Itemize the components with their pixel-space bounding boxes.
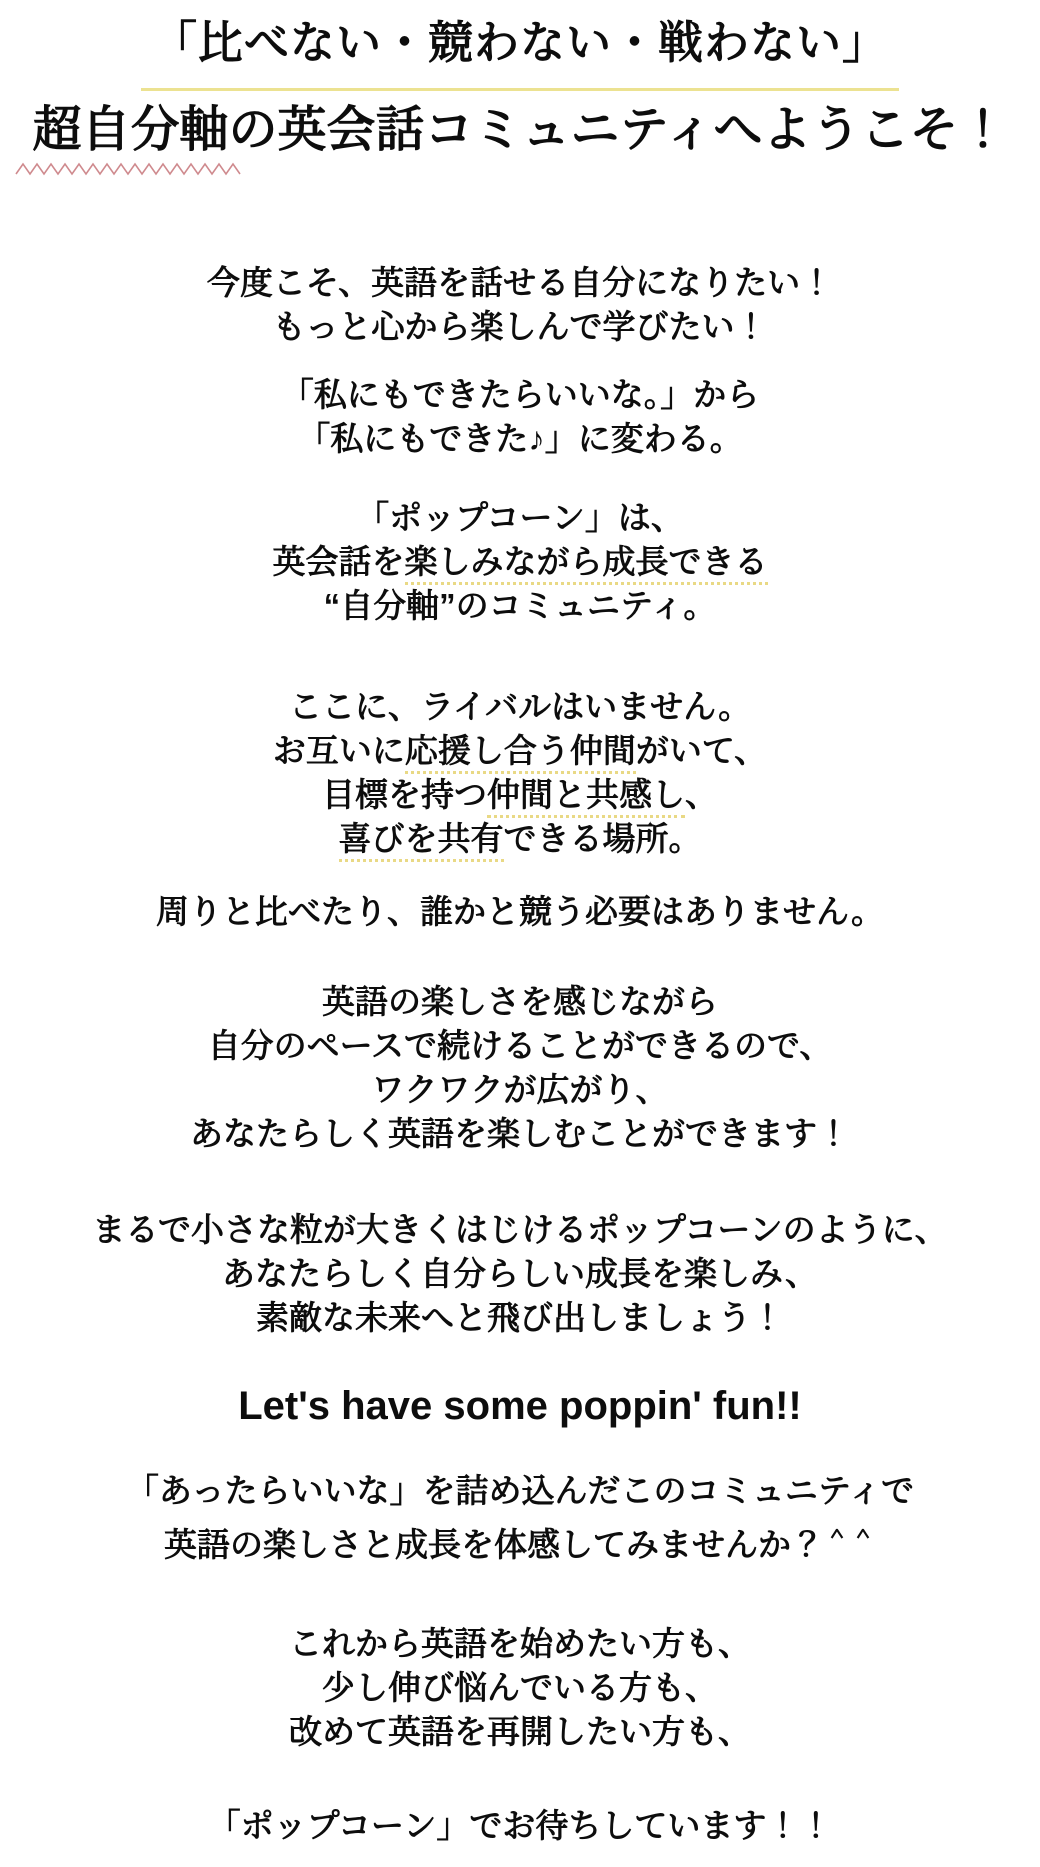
text-line [0,305,1040,349]
text-line [0,1296,1040,1340]
closing-line [0,1804,1040,1848]
text: 英語の楽しさと成長を体感してみませんか？ [163,1526,824,1563]
text-line [0,817,1040,861]
text: まるで小さな粒が大きくはじけるポップコーンのように、 [92,1211,948,1248]
text: “自分軸”のコミュニティ。 [323,587,717,624]
text: 素敵な未来へと飛び出しましょう！ [256,1299,784,1336]
text: あなたらしく自分らしい成長を楽しみ、 [222,1255,818,1292]
text-line [0,1112,1040,1156]
text-line [0,540,1040,584]
page-subtitle: 超自分軸の英会話コミュニティへようこそ！ [32,103,1008,157]
highlighted-text: 仲間と共感し [487,776,685,818]
text-line [0,1252,1040,1296]
text: ワクワクが広がり、 [371,1071,669,1108]
text: お互いに [272,732,405,769]
paragraph [0,980,1040,1156]
text-line [0,373,1040,417]
text-line [0,685,1040,729]
text: ここに、ライバルはいません。 [288,688,752,725]
text: これから英語を始めたい方も、 [289,1625,751,1662]
highlighted-text: 応援し合う仲間 [405,732,636,774]
text-line [0,1666,1040,1710]
body-text [0,261,1040,1848]
header [0,0,1040,177]
text: 「ポップコーン」は、 [356,499,684,536]
text-line [0,1208,1040,1252]
text-line [0,1024,1040,1068]
paragraph [0,496,1040,628]
text: Let's have some poppin' fun!! [238,1384,802,1428]
text: 、 [685,776,718,813]
text-line [0,773,1040,817]
text-line [0,584,1040,628]
paragraph [0,373,1040,461]
text-line [0,261,1040,305]
text-line [0,1622,1040,1666]
english-slogan [0,1384,1040,1428]
text: 改めて英語を再開したい方も、 [289,1713,751,1750]
title-underline [141,88,899,91]
text-line [0,1068,1040,1112]
paragraph [0,261,1040,349]
page-title: 「比べない・競わない・戦わない」 [151,17,888,68]
text: 「ポップコーン」でお待ちしています！！ [207,1807,833,1844]
text: 自分のペースで続けることができるので、 [207,1027,833,1064]
paragraph [0,890,1040,934]
text-line [0,980,1040,1024]
text-line [0,1710,1040,1754]
text: あなたらしく英語を楽しむことができます！ [190,1115,850,1152]
text: もっと心から楽しんで学びたい！ [272,308,768,345]
text-line [0,890,1040,934]
highlighted-text: 喜びを共有 [339,820,504,862]
text: 「私にもできた♪」に変わる。 [297,420,743,457]
text-line [0,496,1040,540]
text-line [0,417,1040,461]
text: 周りと比べたり、誰かと競う必要はありません。 [156,893,884,930]
text: がいて、 [635,732,768,769]
text-line [0,1469,1040,1513]
paragraph [0,1622,1040,1754]
highlighted-text: 楽しみながら成長できる [405,543,768,585]
zigzag-decoration [14,161,246,177]
text: 英会話を [272,543,405,580]
text: 「私にもできたらいいな。」から [280,376,760,413]
paragraph [0,1469,1040,1567]
paragraph [0,685,1040,861]
paragraph [0,1384,1040,1428]
paragraph [0,1804,1040,1848]
text: 今度こそ、英語を話せる自分になりたい！ [206,264,834,301]
text: 少し伸び悩んでいる方も、 [322,1669,718,1706]
paragraph [0,1208,1040,1340]
emoticon: ＾＾ [823,1520,876,1550]
text: 「あったらいいな」を詰め込んだこのコミュニティで [125,1472,915,1509]
text: 目標を持つ [322,776,487,813]
text-line [0,1513,1040,1567]
text: 英語の楽しさを感じながら [322,983,718,1020]
text-line [0,729,1040,773]
text: できる場所。 [503,820,702,857]
